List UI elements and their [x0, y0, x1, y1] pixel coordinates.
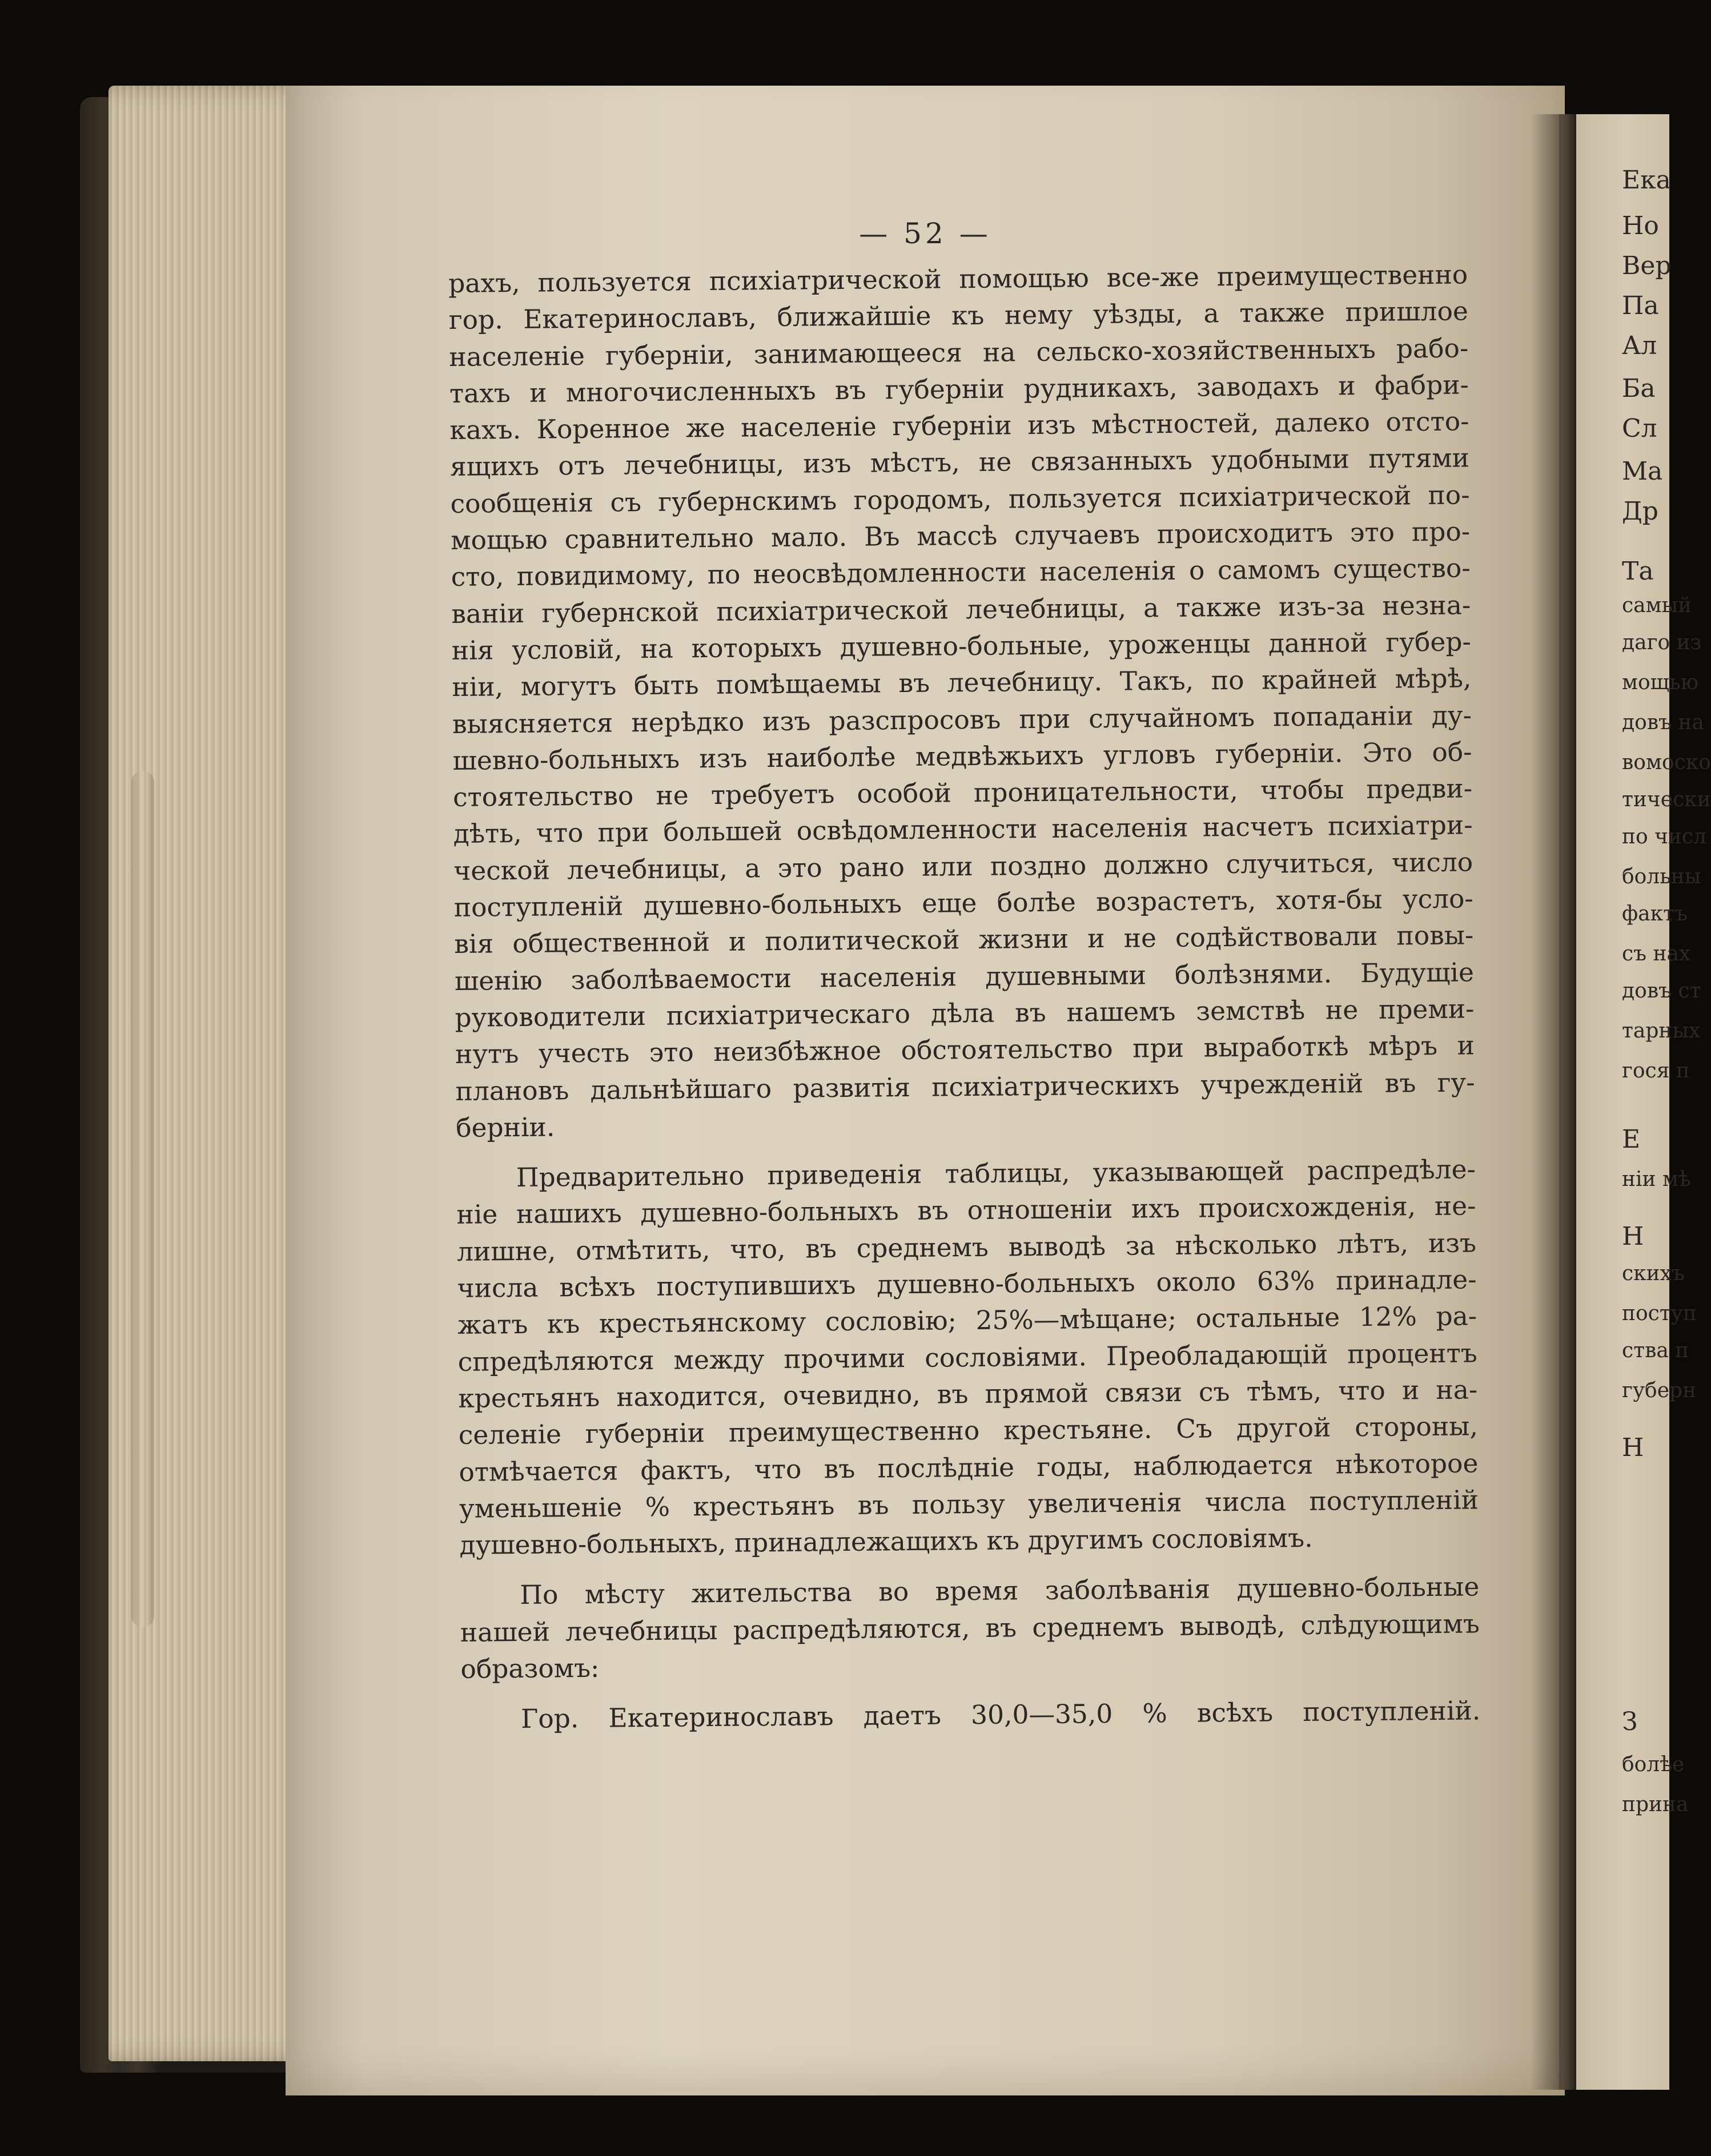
- text-line: руководители психіатрическаго дѣла въ нашемъ земствѣ не преми-: [455, 993, 1475, 1033]
- text-line: ніе нашихъ душевно-больныхъ въ отношеніи ихъ происхожденія, не-: [456, 1190, 1476, 1230]
- text-line: сообщенія съ губернскимъ городомъ, пользуется психіатрической по-: [450, 480, 1470, 519]
- text-line: отмѣчается фактъ, что въ послѣдніе годы, наблюдается нѣкоторое: [459, 1447, 1479, 1487]
- paragraph-3: [460, 1569, 1480, 1688]
- next-page-fragment: прина: [1622, 1793, 1689, 1816]
- next-page-fragment: Е: [1622, 1125, 1641, 1154]
- text-line: душевно-больныхъ, принадлежащихъ къ другимъ сословіямъ.: [459, 1522, 1313, 1561]
- text-line: рахъ, пользуется психіатрической помощью все-же преимущественно: [448, 259, 1468, 299]
- text-line: нія условій, на которыхъ душевно-больные, уроженцы данной губер-: [451, 626, 1472, 666]
- next-page-fragment: мощью: [1622, 671, 1699, 694]
- next-page-fragment: ніи мѣ: [1622, 1168, 1691, 1191]
- text-line: кахъ. Коренное же населеніе губерніи изъ мѣстностей, далеко отсто-: [449, 406, 1469, 446]
- text-line: сто, повидимому, по неосвѣдомленности населенія о самомъ существо-: [451, 553, 1471, 593]
- text-line: числа всѣхъ поступившихъ душевно-больныхъ около 63% принадле-: [457, 1264, 1477, 1304]
- gutter-shadow: [1531, 114, 1576, 2090]
- next-page-fragment: Та: [1622, 557, 1654, 586]
- next-page-fragment: Па: [1622, 291, 1659, 320]
- text-line: нутъ учесть это неизбѣжное обстоятельство при выработкѣ мѣръ и: [455, 1030, 1475, 1070]
- text-line: вія общественной и политической жизни и не содѣйствовали повы-: [454, 920, 1474, 960]
- next-page-fragment: Др: [1622, 497, 1658, 526]
- book-page: [286, 86, 1565, 2095]
- text-line: Гор. Екатеринославъ даетъ 30,0—35,0 % всѣхъ поступленій.: [520, 1695, 1481, 1735]
- text-line: ческой лечебницы, а это рано или поздно должно случиться, число: [453, 847, 1473, 886]
- text-line: нашей лечебницы распредѣляются, въ среднемъ выводѣ, слѣдующимъ: [460, 1608, 1480, 1648]
- next-page-fragment: скихъ: [1622, 1262, 1685, 1285]
- next-page-fragment: больны: [1622, 865, 1701, 888]
- text-line: крестьянъ находится, очевидно, въ прямой связи съ тѣмъ, что и на-: [458, 1374, 1478, 1414]
- text-line: плановъ дальнѣйшаго развитія психіатрическихъ учрежденій въ гу-: [455, 1067, 1475, 1107]
- next-page-fragment: Н: [1622, 1433, 1644, 1462]
- text-line: стоятельство не требуетъ особой проницательности, чтобы предви-: [452, 773, 1473, 813]
- next-page-fragment: довъ ст: [1622, 979, 1701, 1003]
- text-line: ваніи губернской психіатрической лечебницы, а также изъ-за незна-: [451, 590, 1471, 629]
- next-page-fragment: Ал: [1622, 331, 1657, 360]
- next-page-fragment: гося п: [1622, 1059, 1690, 1083]
- text-line: образомъ:: [460, 1652, 600, 1684]
- text-line: тахъ и многочисленныхъ въ губерніи рудникахъ, заводахъ и фабри-: [449, 369, 1469, 409]
- text-line: берніи.: [455, 1112, 555, 1143]
- text-line: населеніе губерніи, занимающееся на сельско-хозяйственныхъ рабо-: [449, 333, 1469, 372]
- next-page-fragment: Ека: [1622, 166, 1671, 195]
- next-page-fragment: по числ: [1622, 825, 1706, 848]
- next-page-fragment: поступ: [1622, 1302, 1697, 1325]
- text-line: уменьшеніе % крестьянъ въ пользу увеличенія числа поступленій: [459, 1485, 1479, 1524]
- text-line: ніи, могутъ быть помѣщаемы въ лечебницу. Такъ, по крайней мѣрѣ,: [452, 663, 1472, 703]
- text-line: мощью сравнительно мало. Въ массѣ случаевъ происходитъ это про-: [450, 516, 1471, 556]
- text-line: спредѣляются между прочими сословіями. Преобладающій процентъ: [457, 1337, 1477, 1377]
- text-line: Предварительно приведенія таблицы, указывающей распредѣле-: [516, 1154, 1476, 1193]
- paragraph-4: [461, 1693, 1480, 1739]
- next-page-fragment: губерн: [1622, 1379, 1697, 1402]
- next-page-fragment: Ма: [1622, 457, 1663, 486]
- text-line: поступленій душевно-больныхъ еще болѣе возрастетъ, хотя-бы усло-: [453, 883, 1473, 923]
- next-page-fragment: болѣе: [1622, 1753, 1685, 1776]
- text-line: ящихъ отъ лечебницы, изъ мѣстъ, не связанныхъ удобными путями: [449, 443, 1470, 482]
- next-page-fragment: самый: [1622, 594, 1692, 617]
- next-page-fragment: съ нах: [1622, 942, 1691, 966]
- next-page-fragment: Ба: [1622, 374, 1656, 403]
- next-page-fragment: довъ на: [1622, 711, 1704, 734]
- paragraph-1: [448, 256, 1475, 1147]
- next-page-fragment: Вер: [1622, 251, 1672, 280]
- page-text: [448, 256, 1480, 1738]
- next-page-fragment: З: [1622, 1707, 1638, 1736]
- text-line: выясняется нерѣдко изъ разспросовъ при случайномъ попаданіи ду-: [452, 699, 1472, 739]
- text-line: гор. Екатеринославъ, ближайшіе къ нему уѣзды, а также пришлое: [448, 296, 1468, 336]
- next-page-fragment: тически: [1622, 788, 1711, 811]
- next-page-fragment: ства п: [1622, 1339, 1689, 1362]
- next-page-fragment: даго из: [1622, 631, 1702, 654]
- paragraph-2: [456, 1151, 1479, 1564]
- next-page-fragment: вомоско: [1622, 751, 1711, 774]
- page-number: — 52 —: [859, 217, 991, 250]
- text-line: дѣть, что при большей освѣдомленности населенія насчетъ психіатри-: [453, 810, 1473, 850]
- next-page-fragment: Но: [1622, 211, 1659, 240]
- text-line: лишне, отмѣтить, что, въ среднемъ выводѣ за нѣсколько лѣтъ, изъ: [456, 1228, 1477, 1267]
- next-page-fragment: фактъ: [1622, 902, 1688, 926]
- next-page-fragment: Н: [1622, 1222, 1644, 1251]
- text-line: шенію заболѣваемости населенія душевными болѣзнями. Будущіе: [454, 957, 1475, 996]
- next-page-fragment: тарных: [1622, 1019, 1701, 1043]
- next-page-fragment: Сл: [1622, 414, 1657, 443]
- text-line: шевно-больныхъ изъ наиболѣе медвѣжьихъ угловъ губерніи. Это об-: [452, 737, 1472, 776]
- text-line: жатъ къ крестьянскому сословію; 25%—мѣщане; остальные 12% ра-: [457, 1301, 1477, 1341]
- text-line: По мѣсту жительства во время заболѣванія душевно-больные: [520, 1571, 1480, 1611]
- text-line: селеніе губерніи преимущественно крестьяне. Съ другой стороны,: [458, 1411, 1479, 1451]
